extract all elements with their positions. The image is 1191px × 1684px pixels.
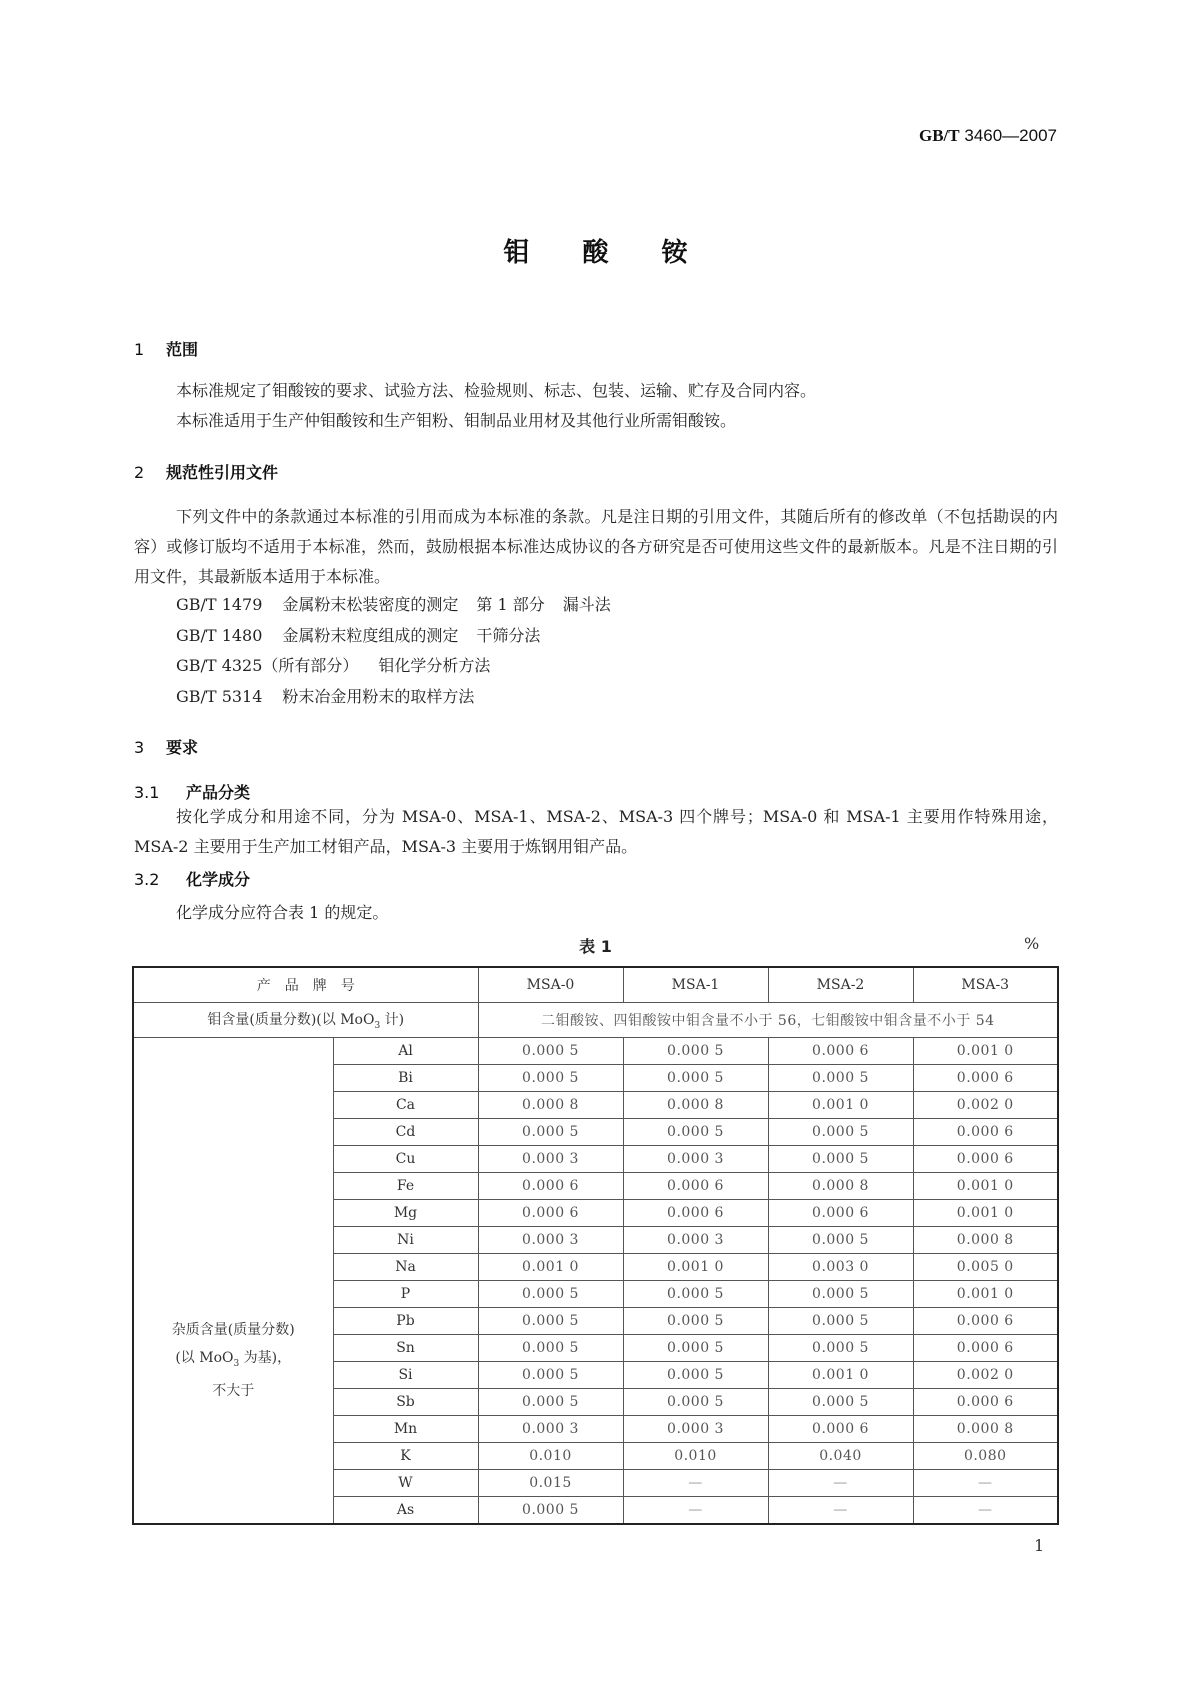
element-symbol: Ca	[333, 1092, 478, 1119]
mo-content-row	[133, 1003, 1058, 1038]
reference-method: 干筛分法	[476, 626, 541, 645]
mo-content-label: 钼含量(质量分数)(以 MoO$_3$ 计)	[133, 1003, 478, 1038]
impurity-value: 0.000 5	[623, 1362, 768, 1389]
standard-number: 3460—2007	[964, 126, 1057, 145]
impurity-value: —	[623, 1497, 768, 1525]
impurity-rows	[133, 1038, 1058, 1525]
impurity-value: 0.000 8	[913, 1416, 1058, 1443]
reference-code: GB/T 4325（所有部分）	[176, 656, 359, 675]
standard-prefix: GB/T	[919, 126, 960, 145]
reference-part: 第 1 部分	[476, 595, 545, 614]
reference-item	[176, 621, 540, 651]
element-symbol: As	[333, 1497, 478, 1525]
impurity-value: 0.001 0	[768, 1362, 913, 1389]
reference-code: GB/T 5314	[176, 687, 263, 706]
impurity-value: 0.000 5	[478, 1119, 623, 1146]
impurity-value: 0.000 8	[623, 1092, 768, 1119]
page-number: 1	[1034, 1536, 1045, 1555]
element-symbol: Mn	[333, 1416, 478, 1443]
section-3-heading	[134, 735, 198, 758]
element-symbol: Cd	[333, 1119, 478, 1146]
impurity-value: 0.000 6	[768, 1200, 913, 1227]
section-3-1-body	[134, 802, 1058, 862]
section-title: 要求	[166, 738, 199, 757]
impurity-value: 0.000 6	[768, 1038, 913, 1065]
reference-title: 金属粉末粒度组成的测定	[282, 626, 459, 645]
impurity-value: 0.000 3	[623, 1416, 768, 1443]
impurity-value: 0.000 6	[623, 1200, 768, 1227]
impurity-value: 0.000 5	[623, 1038, 768, 1065]
impurity-value: 0.001 0	[913, 1281, 1058, 1308]
grade-msa-3: MSA-3	[913, 967, 1058, 1003]
impurity-value: 0.003 0	[768, 1254, 913, 1281]
impurity-value: 0.000 6	[913, 1308, 1058, 1335]
impurity-value: 0.000 6	[478, 1200, 623, 1227]
table-unit: %	[1024, 934, 1040, 953]
impurity-value: 0.015	[478, 1470, 623, 1497]
element-symbol: Mg	[333, 1200, 478, 1227]
section-1-body	[134, 376, 1058, 436]
impurity-value: 0.000 6	[768, 1416, 913, 1443]
element-symbol: Bi	[333, 1065, 478, 1092]
impurity-value: 0.000 3	[623, 1146, 768, 1173]
grade-msa-0: MSA-0	[478, 967, 623, 1003]
section-number: 1	[134, 340, 145, 359]
impurity-value: 0.000 5	[768, 1227, 913, 1254]
impurity-value: 0.000 8	[478, 1092, 623, 1119]
impurity-value: 0.000 5	[623, 1389, 768, 1416]
impurity-label: 杂质含量(质量分数) (以 MoO$_3$ 为基)， 不大于	[133, 1038, 333, 1525]
table-header-row	[133, 967, 1058, 1003]
element-symbol: Na	[333, 1254, 478, 1281]
impurity-value: 0.000 8	[913, 1227, 1058, 1254]
section-3-2-heading	[134, 867, 250, 890]
impurity-value: 0.000 6	[478, 1173, 623, 1200]
element-symbol: Al	[333, 1038, 478, 1065]
section-title: 规范性引用文件	[166, 463, 279, 482]
element-symbol: Cu	[333, 1146, 478, 1173]
section-title: 范围	[166, 340, 199, 359]
impurity-value: 0.000 5	[768, 1308, 913, 1335]
impurity-value: 0.000 6	[913, 1146, 1058, 1173]
section-3-2-body	[134, 898, 1058, 928]
impurity-value: —	[623, 1470, 768, 1497]
table-caption: 表 1	[579, 937, 612, 956]
impurity-value: 0.000 5	[478, 1389, 623, 1416]
reference-item	[176, 682, 474, 712]
section-2-heading	[134, 460, 278, 483]
impurity-value: 0.000 5	[478, 1335, 623, 1362]
impurity-value: 0.001 0	[623, 1254, 768, 1281]
impurity-value: 0.000 5	[768, 1281, 913, 1308]
element-symbol: P	[333, 1281, 478, 1308]
reference-code: GB/T 1479	[176, 595, 263, 614]
impurity-value: 0.000 3	[478, 1227, 623, 1254]
reference-title: 粉末冶金用粉末的取样方法	[282, 687, 475, 706]
impurity-value: 0.000 5	[478, 1362, 623, 1389]
paragraph: 按化学成分和用途不同，分为 MSA-0、MSA-1、MSA-2、MSA-3 四个牌号；MSA-0 和 MSA-1 主要用作特殊用途，MSA-2 主要用于生产加工材钼产品，MSA-3 主要用于炼钢用钼产品。	[134, 807, 1058, 856]
element-symbol: W	[333, 1470, 478, 1497]
impurity-value: 0.000 6	[913, 1335, 1058, 1362]
section-number: 3	[134, 738, 145, 757]
impurity-value: 0.010	[623, 1443, 768, 1470]
impurity-value: 0.000 5	[623, 1335, 768, 1362]
impurity-value: —	[913, 1497, 1058, 1525]
impurity-value: 0.000 5	[478, 1308, 623, 1335]
impurity-value: 0.001 0	[913, 1173, 1058, 1200]
impurity-value: 0.005 0	[913, 1254, 1058, 1281]
reference-code: GB/T 1480	[176, 626, 263, 645]
section-number: 3.1	[134, 783, 160, 802]
element-symbol: Ni	[333, 1227, 478, 1254]
element-symbol: Pb	[333, 1308, 478, 1335]
impurity-value: 0.000 5	[478, 1038, 623, 1065]
element-symbol: Si	[333, 1362, 478, 1389]
section-title: 化学成分	[186, 870, 251, 889]
impurity-value: 0.040	[768, 1443, 913, 1470]
impurity-value: —	[913, 1470, 1058, 1497]
impurity-value: 0.000 6	[913, 1065, 1058, 1092]
reference-item	[176, 651, 490, 681]
paragraph: 本标准规定了钼酸铵的要求、试验方法、检验规则、标志、包装、运输、贮存及合同内容。	[176, 381, 817, 400]
impurity-value: 0.000 3	[623, 1227, 768, 1254]
paragraph: 下列文件中的条款通过本标准的引用而成为本标准的条款。凡是注日期的引用文件，其随后所有的修改单（不包括勘误的内容）或修订版均不适用于本标准，然而，鼓励根据本标准达成协议的各方研究是否可使用这些文件的最新版本。凡是不注日期的引用文件，其最新版本适用于本标准。	[134, 507, 1058, 586]
element-symbol: Fe	[333, 1173, 478, 1200]
reference-title: 钼化学分析方法	[378, 656, 491, 675]
impurity-value: 0.000 5	[623, 1281, 768, 1308]
reference-title: 金属粉末松装密度的测定	[282, 595, 459, 614]
impurity-value: 0.001 0	[768, 1092, 913, 1119]
grade-msa-2: MSA-2	[768, 967, 913, 1003]
impurity-value: 0.000 5	[478, 1497, 623, 1525]
standard-code	[919, 126, 1057, 146]
impurity-value: 0.000 3	[478, 1416, 623, 1443]
impurity-value: 0.000 5	[623, 1119, 768, 1146]
impurity-value: 0.000 8	[768, 1173, 913, 1200]
impurity-value: 0.000 5	[478, 1065, 623, 1092]
element-symbol: Sb	[333, 1389, 478, 1416]
element-symbol: K	[333, 1443, 478, 1470]
reference-method: 漏斗法	[562, 595, 611, 614]
impurity-value: 0.001 0	[913, 1038, 1058, 1065]
paragraph: 化学成分应符合表 1 的规定。	[176, 903, 389, 922]
impurity-value: 0.000 5	[768, 1146, 913, 1173]
impurity-value: 0.010	[478, 1443, 623, 1470]
element-symbol: Sn	[333, 1335, 478, 1362]
impurity-value: 0.000 5	[623, 1065, 768, 1092]
impurity-value: 0.000 5	[768, 1335, 913, 1362]
reference-item	[176, 590, 611, 620]
impurity-value: 0.001 0	[913, 1200, 1058, 1227]
impurity-value: 0.000 5	[768, 1119, 913, 1146]
impurity-value: 0.000 5	[623, 1308, 768, 1335]
section-3-1-heading	[134, 780, 250, 803]
impurity-value: —	[768, 1470, 913, 1497]
chemical-composition-table	[132, 966, 1059, 1525]
section-1-heading	[134, 337, 198, 360]
impurity-value: 0.000 6	[913, 1389, 1058, 1416]
grade-msa-1: MSA-1	[623, 967, 768, 1003]
impurity-value: —	[768, 1497, 913, 1525]
mo-content-value: 二钼酸铵、四钼酸铵中钼含量不小于 56，七钼酸铵中钼含量不小于 54	[478, 1003, 1058, 1038]
grade-header: 产 品 牌 号	[133, 967, 478, 1003]
impurity-value: 0.080	[913, 1443, 1058, 1470]
impurity-value: 0.001 0	[478, 1254, 623, 1281]
section-2-body	[134, 502, 1058, 592]
section-title: 产品分类	[186, 783, 251, 802]
impurity-value: 0.002 0	[913, 1362, 1058, 1389]
impurity-value: 0.000 6	[623, 1173, 768, 1200]
impurity-value: 0.000 5	[478, 1281, 623, 1308]
impurity-value: 0.000 5	[768, 1389, 913, 1416]
section-number: 3.2	[134, 870, 160, 889]
impurity-value: 0.002 0	[913, 1092, 1058, 1119]
impurity-value: 0.000 6	[913, 1119, 1058, 1146]
impurity-value: 0.000 5	[768, 1065, 913, 1092]
paragraph: 本标准适用于生产仲钼酸铵和生产钼粉、钼制品业用材及其他行业所需钼酸铵。	[176, 411, 737, 430]
document-title: 钼 酸 铵	[503, 238, 710, 268]
table-row	[133, 1038, 1058, 1065]
section-number: 2	[134, 463, 145, 482]
impurity-value: 0.000 3	[478, 1146, 623, 1173]
